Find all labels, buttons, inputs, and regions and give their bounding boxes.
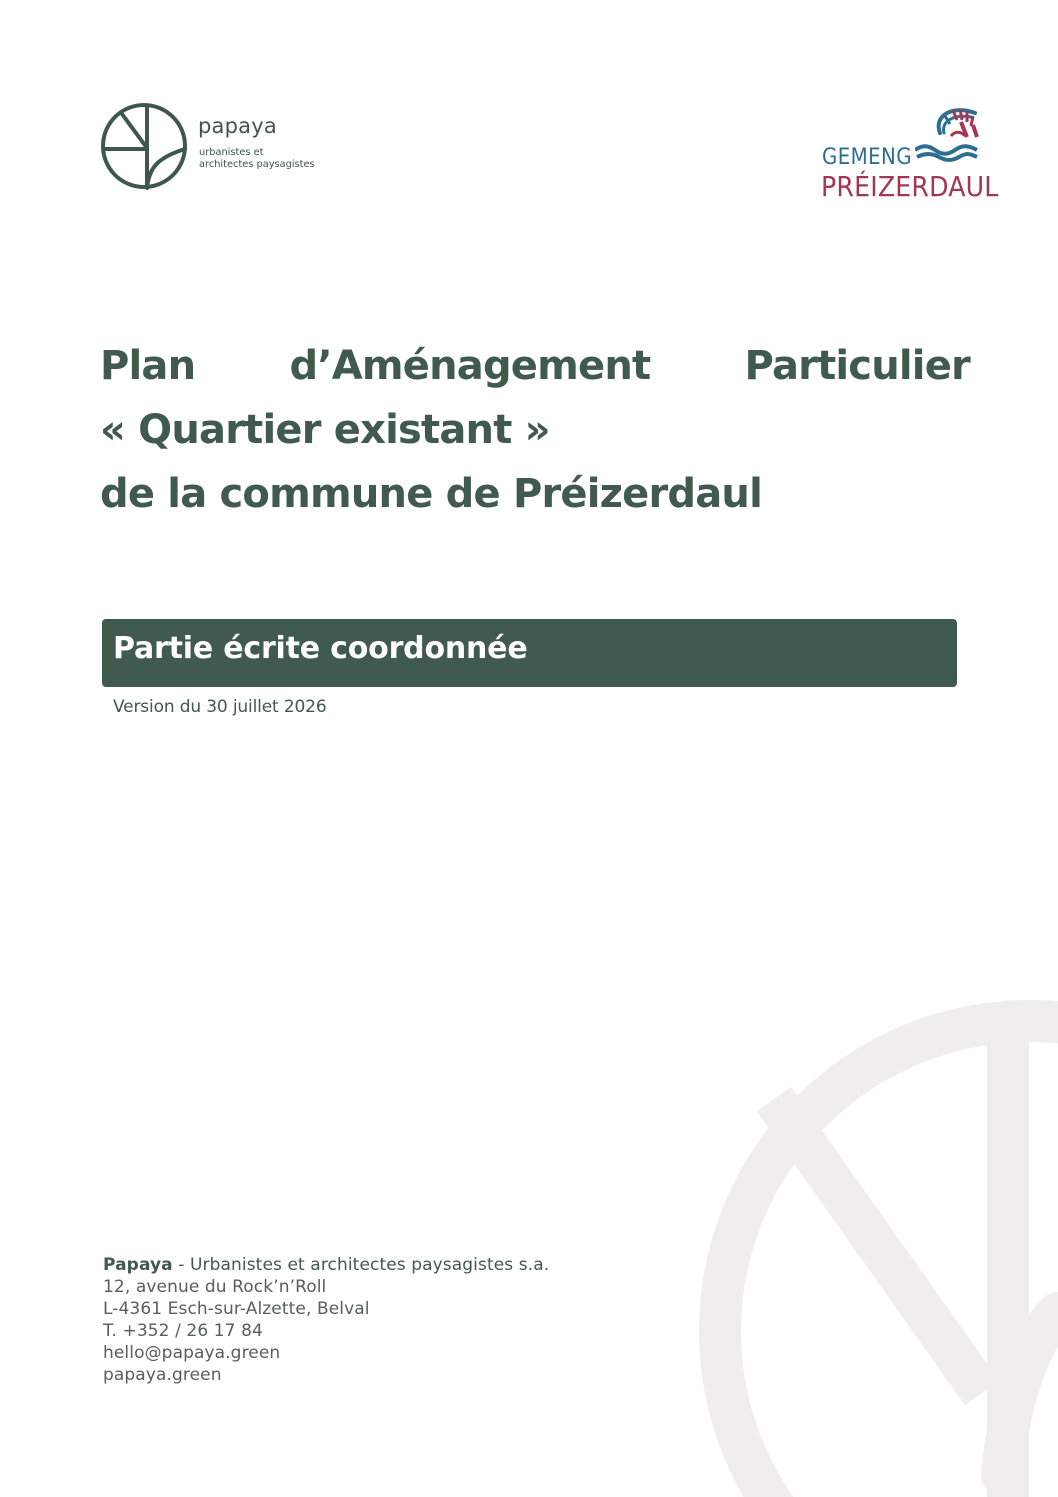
company-line — [103, 1254, 623, 1276]
title-line-3: de la commune de Préizerdaul — [100, 471, 762, 517]
commune-emblem-icon — [915, 102, 979, 166]
section-title: Partie écrite coordonnée — [113, 631, 528, 666]
commune-logo — [820, 102, 999, 206]
papaya-tagline-line-1: urbanistes et — [199, 147, 264, 158]
phone-number: T. +352 / 26 17 84 — [103, 1321, 263, 1341]
title-word-plan: Plan — [100, 343, 196, 389]
company-name: Papaya — [103, 1255, 173, 1275]
website-line — [103, 1364, 623, 1386]
document-title — [100, 334, 970, 526]
papaya-wordmark: papaya — [198, 114, 277, 138]
papaya-tagline — [199, 147, 329, 171]
title-word-amenagement: d’Aménagement — [289, 343, 651, 389]
address-line-2: L-4361 Esch-sur-Alzette, Belval — [103, 1299, 370, 1319]
title-line-2: « Quartier existant » — [100, 407, 550, 453]
version-date: Version du 30 juillet 2026 — [113, 697, 327, 717]
papaya-logo-icon — [98, 100, 190, 192]
papaya-logo — [98, 100, 328, 192]
commune-name-line-1: GEMENG — [822, 145, 912, 170]
address-line-1: 12, avenue du Rock’n’Roll — [103, 1277, 327, 1297]
contact-footer — [103, 1254, 623, 1386]
papaya-tagline-line-2: architectes paysagistes — [199, 159, 315, 170]
website-link[interactable]: papaya.green — [103, 1365, 222, 1385]
title-word-particulier: Particulier — [744, 343, 970, 389]
title-line-1 — [100, 334, 970, 398]
section-banner — [102, 619, 957, 687]
email-line — [103, 1342, 623, 1364]
commune-name-line-2: PRÉIZERDAUL — [821, 170, 999, 203]
papaya-watermark-logo — [600, 975, 1058, 1497]
email-link[interactable]: hello@papaya.green — [103, 1343, 281, 1363]
company-description: - Urbanistes et architectes paysagistes s.a. — [172, 1255, 550, 1275]
